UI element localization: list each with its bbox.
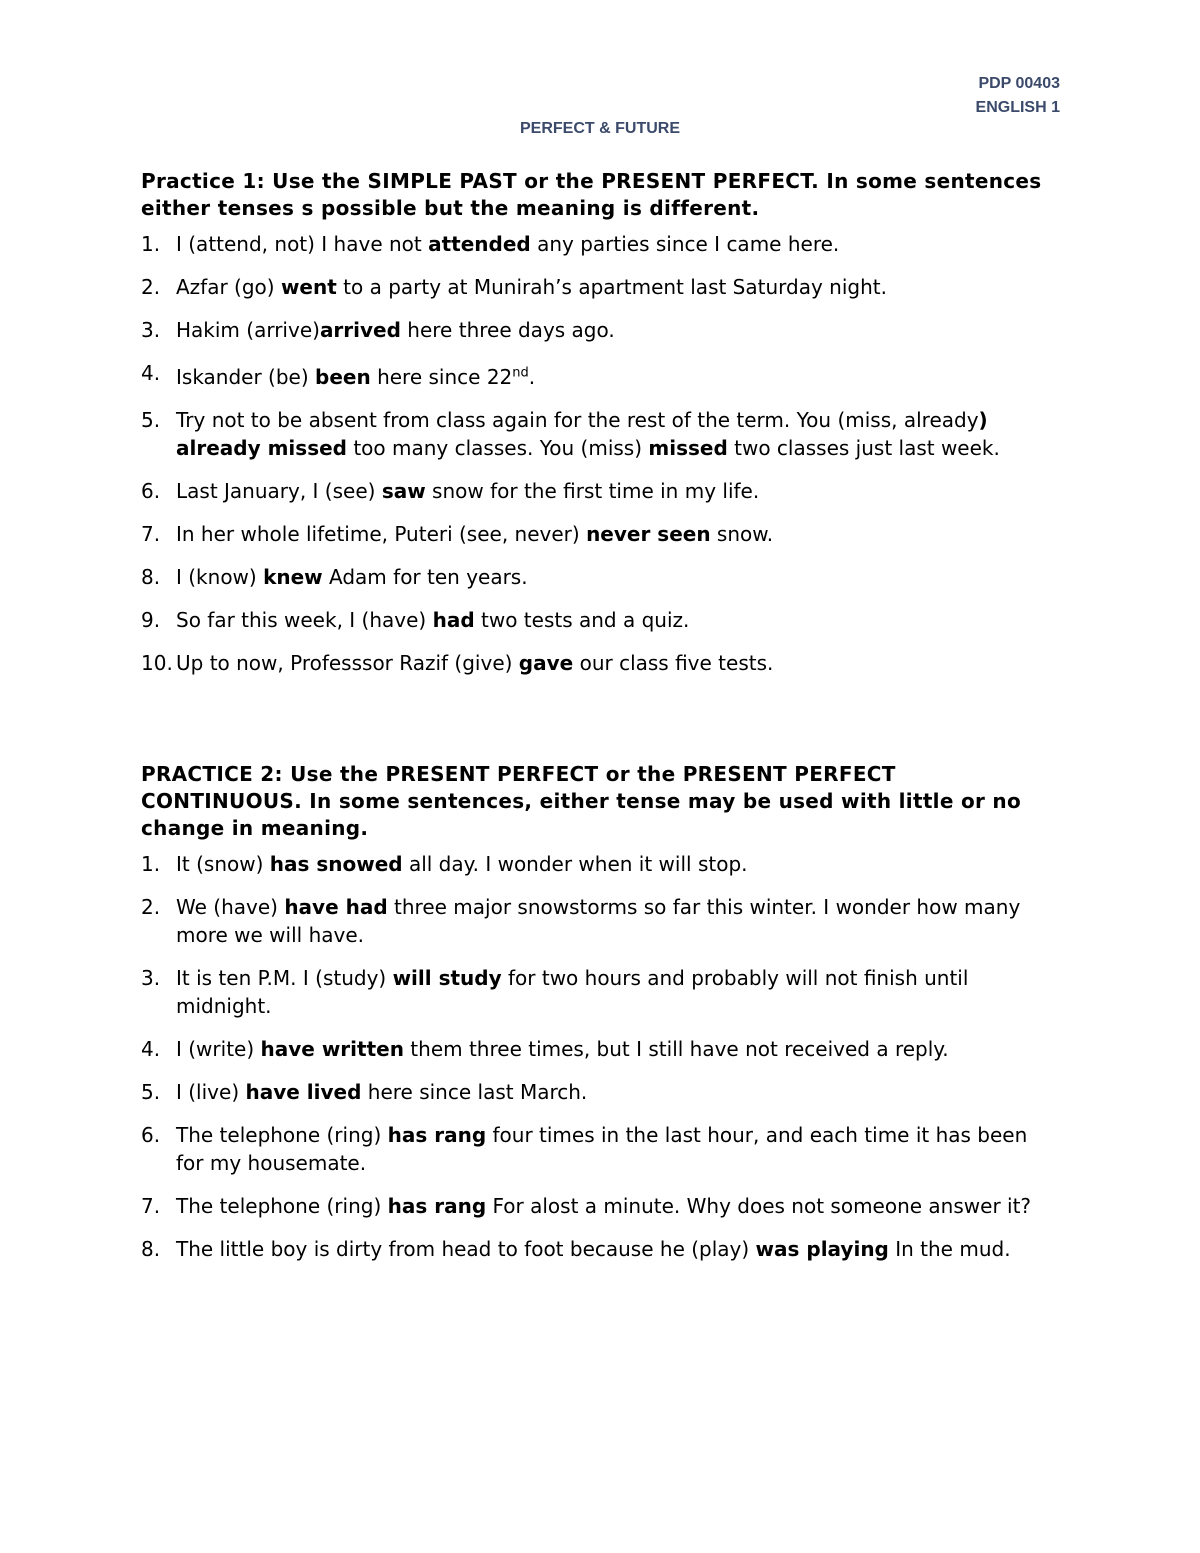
answer-text: saw [381,478,426,503]
sentence-text: Iskander (be) [176,364,316,389]
list-item [141,893,1061,949]
answer-text: missed [648,435,728,460]
item-number: 8. [141,564,161,589]
sentence-text: The telephone (ring) [176,1123,388,1147]
item-text [176,365,535,389]
list-item [141,563,1061,591]
sentence-text: snow for the first time in my life. [425,478,760,503]
course-header [976,72,1060,120]
practice-2-list [141,850,1061,1263]
item-number: 5. [141,407,161,432]
item-text [176,651,773,675]
list-item [141,477,1061,505]
sentence-text: Last January, I (see) [176,478,382,503]
list-item [141,964,1061,1020]
item-number: 4. [141,361,161,385]
item-text [176,275,887,299]
practice-1-list [141,230,1061,677]
item-number: 7. [141,1194,161,1218]
sentence-text: too many classes. You (miss) [346,435,649,460]
item-number: 5. [141,1080,161,1104]
sentence-text: for two hours and probably will not finish until midnight. [176,966,969,1018]
item-number: 10. [141,650,173,675]
item-number: 2. [141,275,161,299]
item-text [176,232,839,256]
item-text [176,522,773,546]
sentence-text: Hakim (arrive) [176,318,320,342]
sentence-text: I (write) [176,1037,261,1061]
answer-text: knew [263,564,323,589]
sentence-text: here since last March. [361,1080,588,1104]
item-text [176,852,748,876]
list-item [141,316,1061,344]
sentence-text: here three days ago. [400,318,615,342]
list-item [141,520,1061,548]
item-text [176,1237,1011,1261]
sentence-text: Adam for ten years. [322,564,528,589]
sentence-text: Try not to be absent from class again for the rest of the term. You (miss, already [176,407,979,432]
item-number: 3. [141,318,161,342]
item-text [176,318,615,342]
sentence-text: two classes just last week. [727,435,1000,460]
sentence-text: nd [512,365,529,380]
item-text [176,479,759,503]
list-item [141,406,1061,462]
item-number: 7. [141,521,161,546]
list-item [141,649,1061,677]
item-number: 6. [141,1123,161,1147]
list-item [141,1192,1061,1220]
answer-text: was playing [755,1237,889,1261]
answer-text: will study [392,966,502,990]
practice-2-section [141,761,1061,1278]
list-item [141,1035,1061,1063]
item-text [176,565,528,589]
item-text [176,895,1020,947]
item-number: 3. [141,966,161,990]
document-title: PERFECT & FUTURE [520,120,680,137]
sentence-text: any parties since I came here. [530,232,840,256]
sentence-text: to a party at Munirah’s apartment last Saturday night. [336,275,887,299]
sentence-text: Azfar (go) [176,275,281,299]
sentence-text: For alost a minute. Why does not someone answer it? [486,1194,1032,1218]
answer-text: has rang [387,1123,487,1147]
answer-text: went [280,275,337,299]
sentence-text: The little boy is dirty from head to foot because he (play) [176,1237,756,1261]
list-item [141,1235,1061,1263]
item-number: 1. [141,852,161,876]
answer-text: already missed [176,435,347,460]
item-number: 2. [141,895,161,919]
sentence-text: . [528,364,536,389]
item-number: 9. [141,607,161,632]
sentence-text: here since 22 [370,364,513,389]
sentence-text: snow. [710,521,774,546]
sentence-text: So far this week, I (have) [176,607,433,632]
sentence-text: two tests and a quiz. [474,607,690,632]
item-text [176,608,689,632]
item-number: 4. [141,1037,161,1061]
answer-text: ) [978,407,988,432]
list-item [141,359,1061,391]
list-item [141,230,1061,258]
item-number: 6. [141,478,161,503]
list-item [141,606,1061,634]
answer-text: have written [260,1037,404,1061]
answer-text: have had [284,895,388,919]
item-text [176,408,1000,460]
course-name: ENGLISH 1 [975,99,1060,116]
answer-text: has snowed [269,852,403,876]
answer-text: attended [428,232,531,256]
list-item [141,273,1061,301]
sentence-text: In the mud. [888,1237,1011,1261]
item-text [176,966,968,1018]
sentence-text: The telephone (ring) [176,1194,388,1218]
answer-text: never seen [586,521,711,546]
item-text [176,1194,1031,1218]
practice-1-section [141,168,1061,692]
sentence-text: We (have) [176,895,285,919]
sentence-text: It is ten P.M. I (study) [176,966,393,990]
list-item [141,850,1061,878]
answer-text: have lived [245,1080,362,1104]
sentence-text: I (live) [176,1080,246,1104]
sentence-text: three major snowstorms so far this winter. I wonder how many more we will have. [176,895,1021,947]
sentence-text: four times in the last hour, and each time it has been for my housemate. [176,1123,1028,1175]
practice-2-heading: PRACTICE 2: Use the PRESENT PERFECT or the PRESENT PERFECT CONTINUOUS. In some sentences, either tense may be used with little or no change in meaning. [141,762,1022,840]
answer-text: arrived [319,318,401,342]
sentence-text: In her whole lifetime, Puteri (see, never) [176,521,587,546]
sentence-text: our class five tests. [573,650,774,675]
sentence-text: I (know) [176,564,264,589]
list-item [141,1078,1061,1106]
item-number: 1. [141,232,161,256]
sentence-text: them three times, but I still have not received a reply. [403,1037,949,1061]
sentence-text: It (snow) [176,852,270,876]
answer-text: had [432,607,475,632]
answer-text: been [315,364,371,389]
item-number: 8. [141,1237,161,1261]
item-text [176,1123,1027,1175]
practice-1-heading: Practice 1: Use the SIMPLE PAST or the PRESENT PERFECT. In some sentences either tenses s possible but the meaning is different. [141,169,1042,220]
list-item [141,1121,1061,1177]
answer-text: gave [518,650,574,675]
course-code: PDP 00403 [978,75,1060,92]
sentence-text: Up to now, Professsor Razif (give) [176,650,519,675]
sentence-text: all day. I wonder when it will stop. [402,852,748,876]
answer-text: has rang [387,1194,487,1218]
sentence-text: I (attend, not) I have not [176,232,429,256]
item-text [176,1037,949,1061]
item-text [176,1080,587,1104]
